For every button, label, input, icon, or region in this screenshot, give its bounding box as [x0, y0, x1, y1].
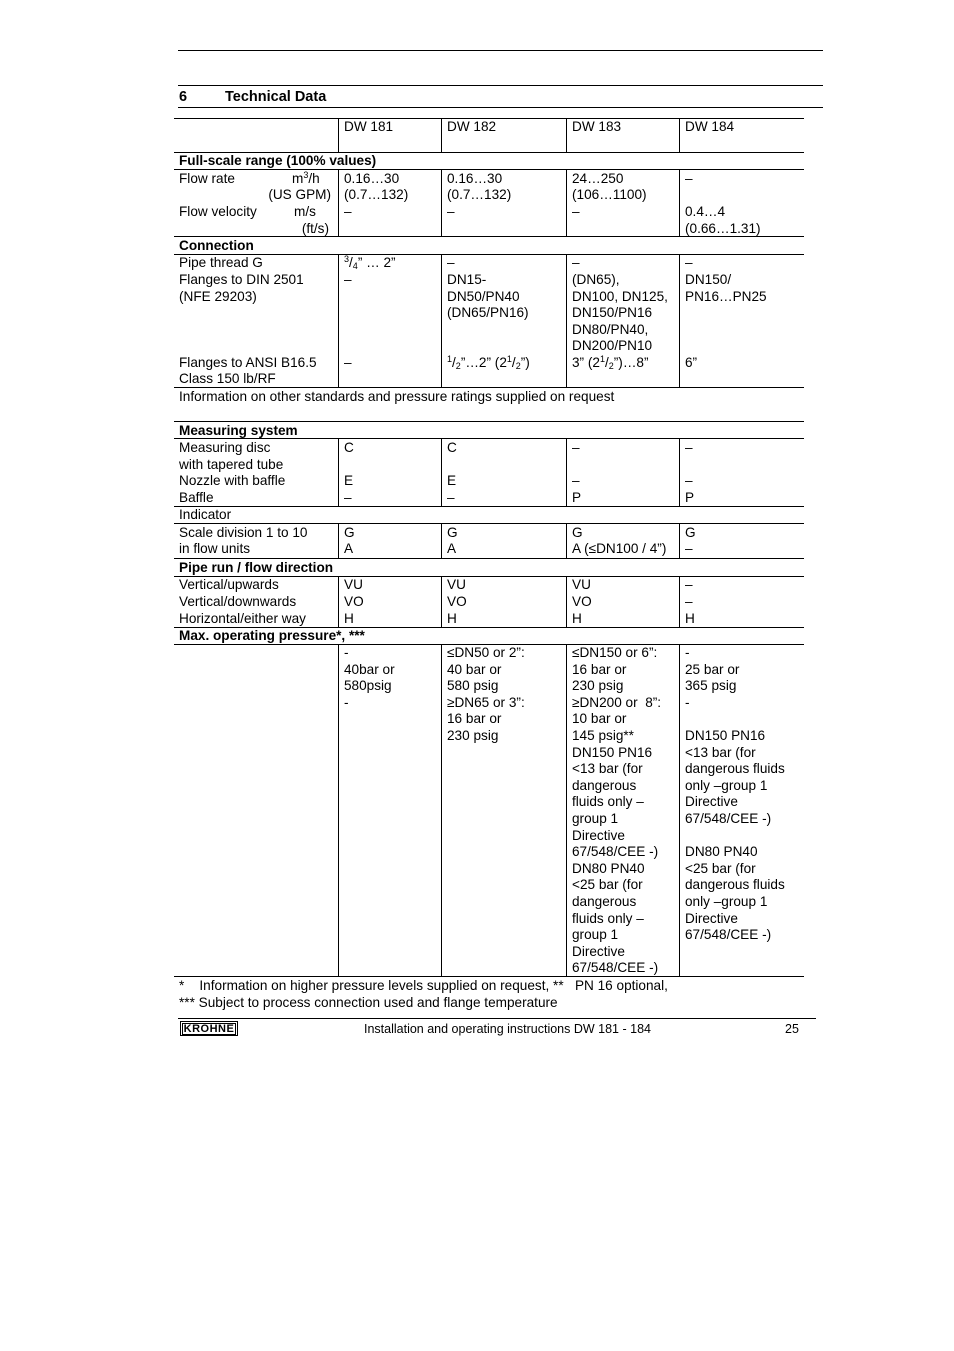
pressure-line: 16 bar or	[572, 661, 627, 677]
pressure-line: fluids only –	[572, 794, 644, 810]
pressure-line: -	[685, 694, 690, 710]
din-dw184: DN150/	[685, 272, 732, 287]
col-rule	[338, 118, 339, 152]
measuring-dw183: –	[572, 440, 580, 455]
pipe-run-heading: Pipe run / flow direction	[179, 560, 334, 575]
section-title: Technical Data	[225, 89, 327, 105]
col-rule	[566, 644, 567, 976]
gpm-unit: (US GPM)	[268, 187, 331, 202]
pipe-run-dw181: H	[344, 611, 354, 626]
col-rule	[679, 523, 680, 558]
measuring-dw182: C	[447, 440, 457, 455]
pipe-run-dw181: VU	[344, 577, 363, 592]
pressure-heading: Max. operating pressure*, ***	[179, 628, 365, 643]
table-rule	[174, 523, 804, 524]
measuring-dw181: C	[344, 440, 354, 455]
flow-rate-dw181: 0.16…30	[344, 171, 400, 186]
measuring-dw184: P	[685, 490, 695, 505]
measuring-dw181: –	[344, 490, 352, 505]
velocity-dw183: –	[572, 204, 580, 219]
thread-dw182: –	[447, 255, 455, 270]
col-rule	[441, 438, 442, 506]
pressure-line: 580 psig	[447, 678, 499, 694]
pressure-line: 230 psig	[572, 678, 624, 694]
col-header-dw183: DW 183	[572, 119, 622, 134]
col-rule	[338, 644, 339, 976]
col-rule	[679, 576, 680, 627]
pressure-line: ≥DN200 or 8”:	[572, 694, 662, 710]
indicator-dw181: G	[344, 525, 355, 540]
pressure-line: ≤DN150 or 6”:	[572, 645, 658, 660]
velocity-unit: m/s	[294, 204, 316, 219]
measuring-heading: Measuring system	[179, 423, 298, 438]
pressure-line: dangerous	[572, 777, 637, 793]
pressure-line: DN150 PN16	[685, 728, 766, 743]
measuring-dw183: –	[572, 473, 580, 488]
section-number: 6	[179, 89, 188, 105]
col-header-dw184: DW 184	[685, 119, 735, 134]
velocity-dw181: –	[344, 204, 352, 219]
indicator-dw181: A	[344, 541, 354, 556]
pressure-line: <13 bar (for	[572, 761, 643, 777]
flow-rate-dw182-gpm: (0.7…132)	[447, 187, 512, 202]
pressure-line: fluids only –	[572, 910, 644, 926]
flow-rate-dw181-gpm: (0.7…132)	[344, 187, 409, 202]
pressure-line: DN80 PN40	[685, 844, 758, 860]
flow-rate-dw183: 24…250	[572, 171, 624, 186]
pressure-line: 67/548/CEE -)	[572, 960, 659, 976]
velocity-dw184-ft: (0.66…1.31)	[685, 221, 761, 236]
flow-rate-dw182: 0.16…30	[447, 171, 503, 186]
pipe-run-dw183: H	[572, 611, 582, 626]
pressure-line: dangerous fluids	[685, 761, 785, 777]
table-rule	[174, 976, 804, 977]
pipe-run-dw183: VO	[572, 594, 592, 609]
thread-dw181: $^3/_4$” … 2”	[344, 254, 396, 271]
col-rule	[338, 254, 339, 387]
measuring-label: Nozzle with baffle	[179, 473, 286, 488]
pressure-line: 40 bar or	[447, 661, 502, 677]
top-rule	[178, 50, 823, 51]
measuring-label: Measuring disc	[179, 440, 271, 455]
col-rule	[338, 438, 339, 506]
footer-text: Installation and operating instructions DW 181 - 184	[364, 1022, 651, 1036]
scale-label: Scale division 1 to 10	[179, 525, 308, 540]
pressure-line: Directive	[572, 827, 625, 843]
pressure-line: ≥DN65 or 3”:	[447, 694, 525, 710]
col-rule	[679, 644, 680, 976]
measuring-label: with tapered tube	[179, 457, 284, 472]
pressure-line: DN80 PN40	[572, 860, 645, 876]
connection-note: Information on other standards and pressure ratings supplied on request	[179, 389, 615, 404]
din-dw183: DN100, DN125,	[572, 289, 668, 304]
pipe-run-label: Vertical/upwards	[179, 577, 279, 592]
pressure-line: dangerous fluids	[685, 877, 785, 893]
pressure-line: <25 bar (for	[572, 877, 643, 893]
footer-rule	[178, 1018, 816, 1019]
flow-rate-label: Flow rate	[179, 171, 235, 186]
pressure-line: dangerous	[572, 894, 637, 909]
ansi-dw182: $^1/_2”\dots 2$” $(2^1/_2”)$	[447, 354, 530, 371]
din-dw183: DN150/PN16	[572, 305, 653, 320]
pressure-line: DN150 PN16	[572, 744, 653, 760]
col-header-dw181: DW 181	[344, 119, 394, 134]
ansi-dw183: 3” $(2^1/_2”)\dots 8$”	[572, 354, 649, 371]
pipe-run-dw181: VO	[344, 594, 364, 609]
table-rule	[174, 558, 804, 559]
col-rule	[566, 254, 567, 387]
pressure-line: 10 bar or	[572, 711, 627, 727]
pipe-run-dw183: VU	[572, 577, 591, 592]
flow-rate-dw184: –	[685, 171, 693, 186]
ansi-dw184: 6”	[685, 355, 698, 370]
indicator-dw184: G	[685, 525, 696, 540]
pressure-line: 580psig	[344, 678, 392, 694]
col-rule	[441, 169, 442, 236]
measuring-dw182: –	[447, 490, 455, 505]
col-rule	[566, 576, 567, 627]
velocity-label: Flow velocity	[179, 204, 257, 219]
col-rule	[679, 438, 680, 506]
pipe-run-dw184: H	[685, 611, 695, 626]
page-number: 25	[785, 1022, 799, 1036]
pressure-line: 25 bar or	[685, 661, 740, 677]
din-dw183: DN200/PN10	[572, 338, 653, 353]
pipe-run-dw182: H	[447, 611, 457, 626]
pressure-line: only –group 1	[685, 777, 768, 793]
pressure-line: 40bar or	[344, 661, 395, 677]
pressure-line: 67/548/CEE -)	[685, 927, 772, 943]
pressure-line: -	[344, 694, 349, 710]
thread-dw184: –	[685, 255, 693, 270]
krohne-logo: KROHNE	[180, 1021, 238, 1036]
din-dw181: –	[344, 272, 352, 287]
velocity-unit-ft: (ft/s)	[301, 221, 329, 236]
connection-label: Class 150 lb/RF	[179, 371, 276, 386]
pressure-line: group 1	[572, 927, 619, 943]
pressure-line: Directive	[685, 794, 738, 810]
pressure-line: -	[685, 645, 690, 660]
measuring-dw183: P	[572, 490, 582, 505]
indicator-label: Indicator	[179, 507, 232, 522]
pressure-line: ≤DN50 or 2”:	[447, 645, 525, 660]
connection-heading: Connection	[179, 238, 254, 253]
footnote: *** Subject to process connection used and flange temperature	[179, 995, 558, 1010]
col-rule	[679, 254, 680, 387]
full-scale-heading: Full-scale range (100% values)	[179, 153, 377, 168]
col-rule	[441, 254, 442, 387]
pressure-line: only –group 1	[685, 894, 768, 909]
table-rule	[174, 254, 804, 255]
din-dw184: PN16…PN25	[685, 289, 767, 304]
measuring-dw184: –	[685, 440, 693, 455]
col-rule	[566, 523, 567, 558]
pressure-line: <13 bar (for	[685, 744, 756, 760]
connection-label: Flanges to DIN 2501	[179, 272, 304, 287]
col-rule	[338, 169, 339, 236]
pressure-line: group 1	[572, 811, 619, 826]
indicator-dw183: A (≤DN100 / 4”)	[572, 541, 667, 556]
pressure-line: 16 bar or	[447, 711, 502, 727]
din-dw182: DN15-	[447, 272, 487, 287]
pipe-run-label: Vertical/downwards	[179, 594, 297, 609]
scale-label: in flow units	[179, 541, 251, 556]
col-rule	[566, 169, 567, 236]
col-rule	[679, 118, 680, 152]
pressure-line: <25 bar (for	[685, 860, 756, 876]
col-rule	[338, 576, 339, 627]
pressure-line: 145 psig**	[572, 728, 634, 743]
col-rule	[338, 523, 339, 558]
pressure-line: Directive	[572, 943, 625, 959]
flow-rate-dw183-gpm: (106…1100)	[572, 187, 647, 202]
table-rule	[174, 506, 804, 507]
pipe-run-dw182: VO	[447, 594, 467, 609]
din-dw183: (DN65),	[572, 272, 620, 287]
flow-rate-unit: $m^3/h$	[292, 170, 320, 186]
pipe-run-dw184: –	[685, 594, 693, 609]
velocity-dw184: 0.4…4	[685, 204, 726, 219]
pressure-line: 365 psig	[685, 678, 737, 694]
connection-label: Flanges to ANSI B16.5	[179, 355, 317, 370]
col-rule	[441, 523, 442, 558]
pipe-run-dw182: VU	[447, 577, 466, 592]
measuring-dw182: E	[447, 473, 457, 488]
pressure-line: Directive	[685, 910, 738, 926]
pressure-line: 67/548/CEE -)	[572, 844, 659, 860]
din-dw182: DN50/PN40	[447, 289, 520, 304]
col-rule	[441, 644, 442, 976]
table-rule	[174, 421, 804, 422]
col-rule	[441, 576, 442, 627]
ansi-dw181: –	[344, 355, 352, 370]
indicator-dw184: –	[685, 541, 693, 556]
measuring-dw181: E	[344, 473, 354, 488]
pipe-run-dw184: –	[685, 577, 693, 592]
col-rule	[566, 438, 567, 506]
din-dw183: DN80/PN40,	[572, 322, 649, 337]
indicator-dw182: G	[447, 525, 458, 540]
indicator-dw183: G	[572, 525, 583, 540]
col-rule	[566, 118, 567, 152]
col-header-dw182: DW 182	[447, 119, 497, 134]
connection-label: (NFE 29203)	[179, 289, 257, 304]
col-rule	[679, 169, 680, 236]
thread-dw183: –	[572, 255, 580, 270]
indicator-dw182: A	[447, 541, 457, 556]
measuring-label: Baffle	[179, 490, 214, 505]
pressure-line: 230 psig	[447, 728, 499, 743]
pipe-run-label: Horizontal/either way	[179, 611, 306, 626]
din-dw182: (DN65/PN16)	[447, 305, 529, 320]
pressure-line: 67/548/CEE -)	[685, 811, 772, 826]
section-rule-top	[178, 85, 823, 86]
connection-label: Pipe thread G	[179, 255, 263, 270]
col-rule	[441, 118, 442, 152]
pressure-line: -	[344, 645, 349, 660]
footnote: * Information on higher pressure levels supplied on request, ** PN 16 optional,	[179, 978, 668, 993]
velocity-dw182: –	[447, 204, 455, 219]
measuring-dw184: –	[685, 473, 693, 488]
section-rule-bottom	[178, 107, 823, 108]
